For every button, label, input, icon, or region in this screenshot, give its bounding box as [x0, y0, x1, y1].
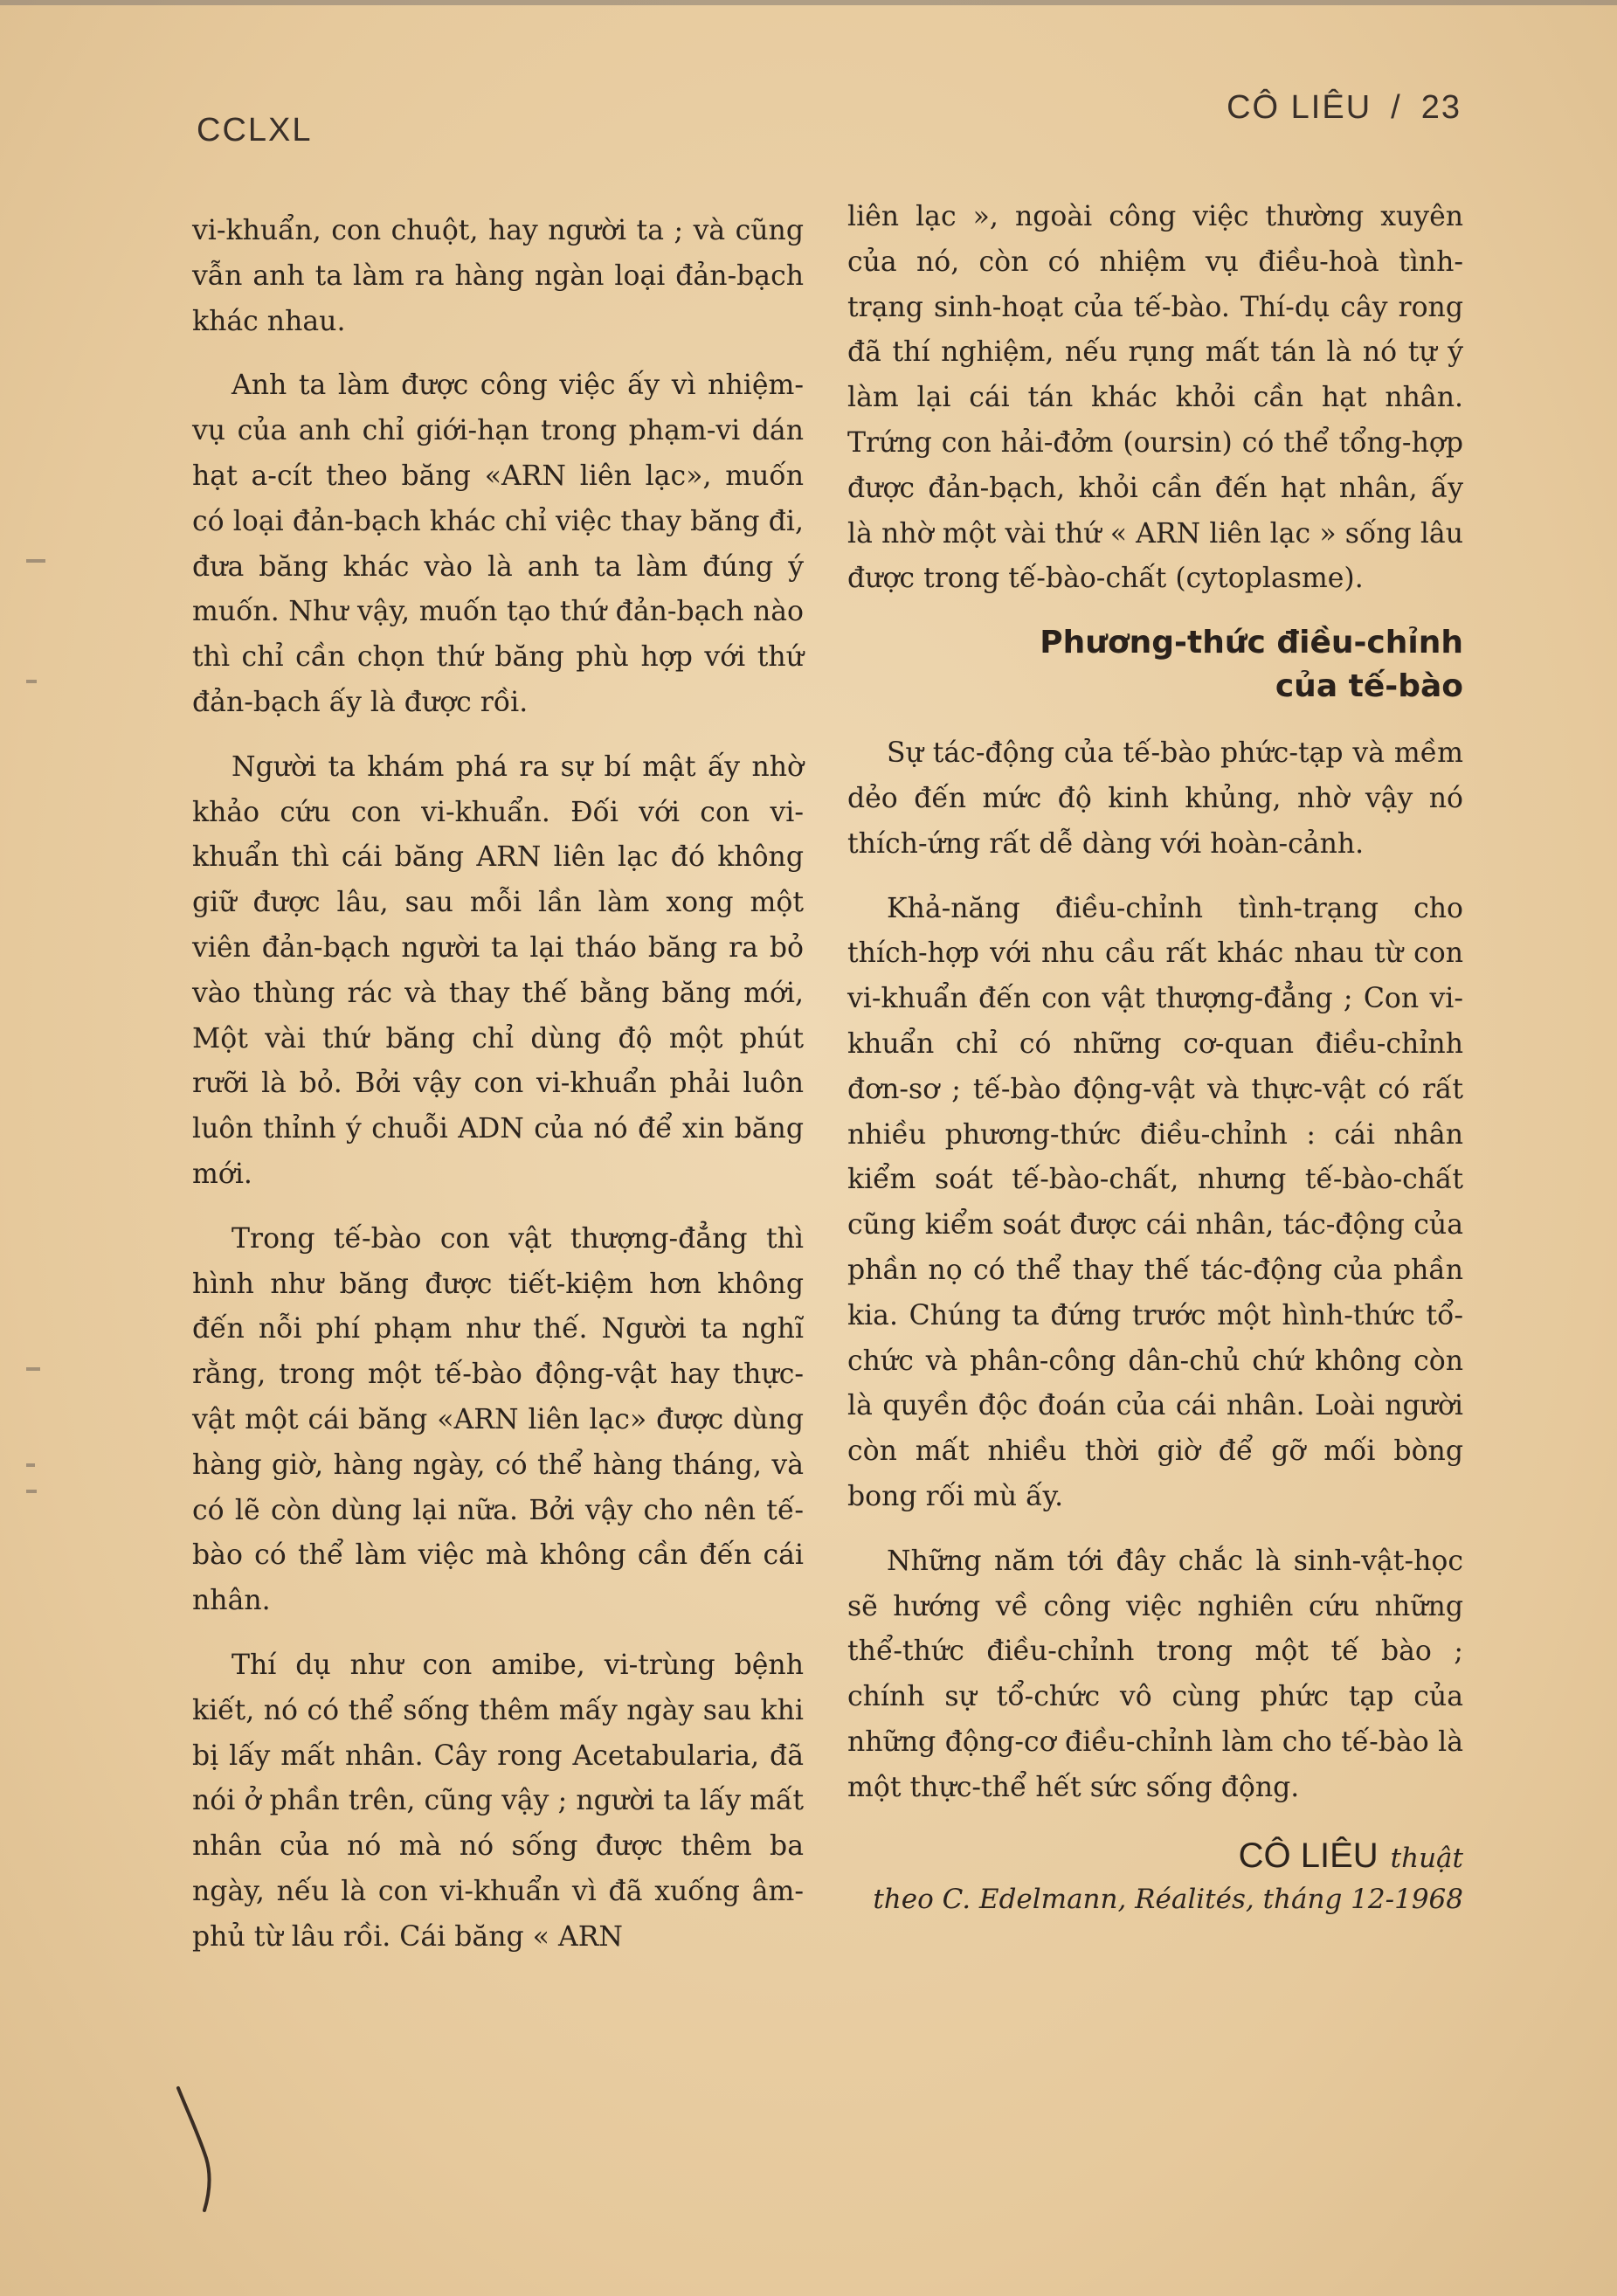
section-heading-line2: của tế-bào — [1275, 668, 1463, 705]
signature — [847, 1834, 1463, 1880]
paragraph: Thí dụ như con amibe, vi-trùng bệnh kiết, nó có thể sống thêm mấy ngày sau khi bị lấy mất nhân. Cây rong Acetabularia, đã nói ở phần trên, cũng vậy ; người ta lấy mất nhân của nó mà nó sống được thêm ba ngày, nếu là con vi-khuẩn vì đã xuống âm-phủ từ lâu rồi. Cái băng « ARN — [192, 1649, 804, 1953]
signature-name: CÔ LIÊU — [1238, 1836, 1379, 1875]
paragraph: Sự tác-động của tế-bào phức-tạp và mềm dẻo đến mức độ kinh khủng, nhờ vậy nó thích-ứng rất dễ dàng với hoàn-cảnh. — [847, 737, 1463, 860]
paragraph: vi-khuẩn, con chuột, hay người ta ; và cũng vẫn anh ta làm ra hàng ngàn loại đản-bạch khác nhau. — [192, 215, 804, 337]
page-number: 23 — [1420, 89, 1462, 126]
section-heading-line1: Phương-thức điều-chỉnh — [1040, 625, 1463, 661]
paragraph: liên lạc », ngoài công việc thường xuyên của nó, còn có nhiệm vụ điều-hoà tình-trạng sinh-hoạt của tế-bào. Thí-dụ cây rong đã thí nghiệm, nếu rụng mất tán là nó tự ý làm lại cái tán khác khỏi cần hạt nhân. Trứng con hải-đởm (oursin) có thể tổng-hợp được đản-bạch, khỏi cần đến hạt nhân, ấy là nhờ một vài thứ « ARN liên lạc » sống lâu được trong tế-bào-chất (cytoplasme). — [847, 201, 1463, 595]
margin-mark — [26, 1490, 37, 1493]
paragraph: Anh ta làm được công việc ấy vì nhiệm-vụ của anh chỉ giới-hạn trong phạm-vi dán hạt a-cít theo băng «ARN liên lạc», muốn có loại đản-bạch khác chỉ việc thay băng đi, đưa băng khác vào là anh ta làm đúng ý muốn. Như vậy, muốn tạo thứ đản-bạch nào thì chỉ cần chọn thứ băng phù hợp với thứ đản-bạch ấy là được rồi. — [192, 370, 804, 718]
margin-mark — [26, 559, 45, 563]
paragraph: Trong tế-bào con vật thượng-đẳng thì hình như băng được tiết-kiệm hơn không đến nỗi phí phạm như thế. Người ta nghĩ rằng, trong một tế-bào động-vật hay thực-vật một cái băng «ARN liên lạc» được dùng hàng giờ, hàng ngày, có thể hàng tháng, và có lẽ còn dùng lại nữa. Bởi vậy cho nên tế-bào có thể làm việc mà không cần đến cái nhân. — [192, 1222, 804, 1617]
right-column — [847, 195, 1463, 1919]
header-separator: / — [1391, 89, 1402, 126]
paragraph: Khả-năng điều-chỉnh tình-trạng cho thích-hợp với nhu cầu rất khác nhau từ con vi-khuẩn đến con vật thượng-đẳng ; Con vi-khuẩn chỉ có những cơ-quan điều-chỉnh đơn-sơ ; tế-bào động-vật và thực-vật có rất nhiều phương-thức điều-chỉnh : cái nhân kiểm soát tế-bào-chất, nhưng tế-bào-chất cũng kiểm soát được cái nhân, tác-động của phần nọ có thể thay thế tác-động của phần kia. Chúng ta đứng trước một hình-thức tổ-chức và phân-công dân-chủ chứ không còn là quyền độc đoán của cái nhân. Loài người còn mất nhiều thời giờ để gỡ mối bòng bong rối mù ấy. — [847, 892, 1463, 1512]
page-header-left: CCLXL — [197, 112, 313, 149]
page-header-right — [1227, 89, 1462, 127]
pen-mark-icon — [171, 2079, 224, 2219]
margin-mark — [26, 680, 37, 683]
left-column — [192, 209, 804, 1979]
margin-mark — [26, 1463, 35, 1467]
section-heading — [847, 621, 1463, 709]
signature-role: thuật — [1390, 1842, 1463, 1874]
page-top-edge — [0, 0, 1617, 5]
margin-mark — [26, 1367, 40, 1371]
header-author: CÔ LIÊU — [1227, 89, 1372, 126]
paragraph: Những năm tới đây chắc là sinh-vật-học sẽ hướng về công việc nghiên cứu những thể-thức điều-chỉnh trong một tế bào ; chính sự tổ-chức vô cùng phức tạp của những động-cơ điều-chỉnh làm cho tế-bào là một thực-thể hết sức sống động. — [847, 1545, 1463, 1803]
paragraph: Người ta khám phá ra sự bí mật ấy nhờ khảo cứu con vi-khuẩn. Đối với con vi-khuẩn thì cái băng ARN liên lạc đó không giữ được lâu, sau mỗi lần làm xong một viên đản-bạch người ta lại tháo băng ra bỏ vào thùng rác và thay thế bằng băng mới, Một vài thứ băng chỉ dùng độ một phút rưỡi là bỏ. Bởi vậy con vi-khuẩn phải luôn luôn thỉnh ý chuỗi ADN của nó để xin băng mới. — [192, 750, 804, 1190]
source-citation: theo C. Edelmann, Réalités, tháng 12-1968 — [873, 1883, 1463, 1915]
